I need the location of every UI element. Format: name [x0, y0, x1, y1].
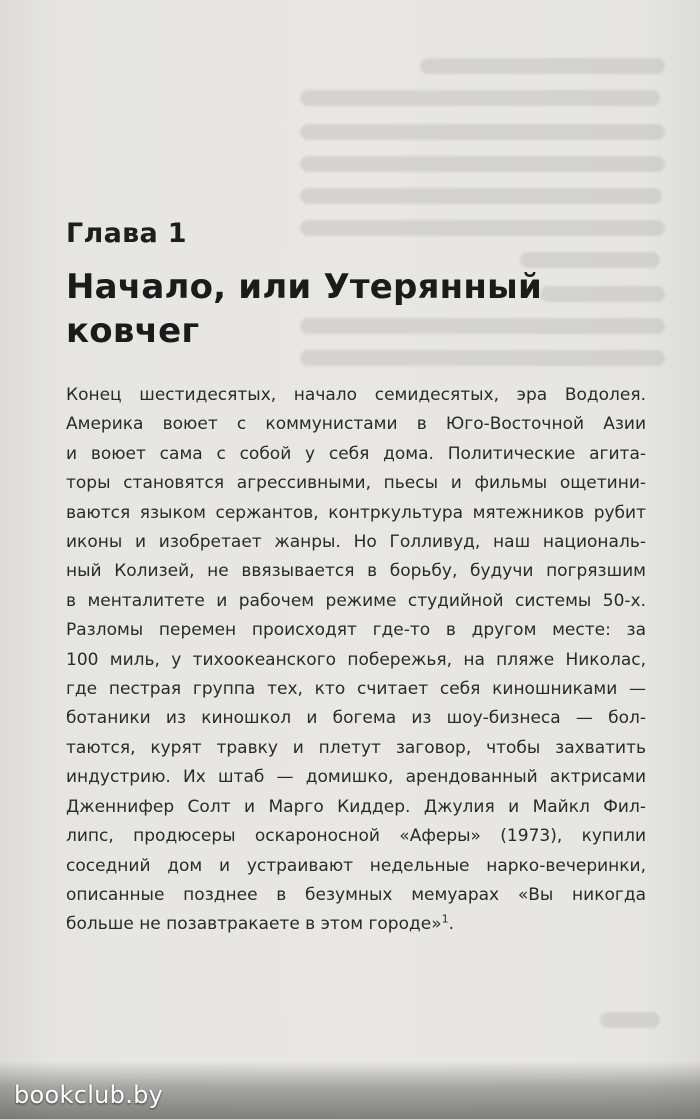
chapter-label: Глава 1: [66, 218, 187, 249]
text-line: где пестрая группа тех, кто считает себя киношниками —: [66, 679, 646, 700]
text-line: ный Колизей, не ввязывается в борьбу, будучи погрязшим: [66, 561, 646, 582]
footnote-marker[interactable]: 1: [441, 912, 449, 926]
text-line: Дженнифер Солт и Марго Киддер. Джулия и Майкл Фил-: [66, 796, 646, 817]
text-line: липс, продюсеры оскароносной «Аферы» (1973), купили: [66, 826, 646, 847]
text-line: иконы и изобретает жанры. Но Голливуд, наш националь-: [66, 532, 646, 553]
text-line: ваются языком сержантов, контркультура мятежников рубит: [66, 502, 646, 523]
text-line: таются, курят травку и плетут заговор, чтобы захватить: [66, 737, 646, 758]
text-line: торы становятся агрессивными, пьесы и фильмы ощетини-: [66, 473, 646, 494]
chapter-title: Начало, или Утерянный ковчег: [66, 267, 542, 351]
text-line: и воюет сама с собой у себя дома. Политические агита-: [66, 443, 646, 464]
watermark-text: bookclub.by: [14, 1081, 164, 1109]
last-line-text: больше не позавтракаете в этом городе»: [66, 914, 442, 935]
text-line: описанные позднее в безумных мемуарах «Вы никогда: [66, 884, 646, 905]
body-paragraph: [66, 381, 646, 940]
watermark-bar: [0, 1061, 700, 1119]
text-line: ботаники из киношкол и богема из шоу-бизнеса — бол-: [66, 708, 646, 729]
final-period: .: [448, 914, 455, 935]
text-line-last: [66, 910, 646, 939]
text-line: в менталитете и рабочем режиме студийной системы 50-х.: [66, 590, 646, 611]
text-line: Америка воюет с коммунистами в Юго-Восточной Азии: [66, 414, 646, 435]
text-line: соседний дом и устраивают недельные нарко-вечеринки,: [66, 855, 646, 876]
text-line: 100 миль, у тихоокеанского побережья, на пляже Николас,: [66, 649, 646, 670]
text-line: Разломы перемен происходят где-то в другом месте: за: [66, 620, 646, 641]
text-line: Конец шестидесятых, начало семидесятых, эра Водолея.: [66, 385, 646, 405]
text-line: индустрию. Их штаб — домишко, арендованный актрисами: [66, 767, 646, 788]
